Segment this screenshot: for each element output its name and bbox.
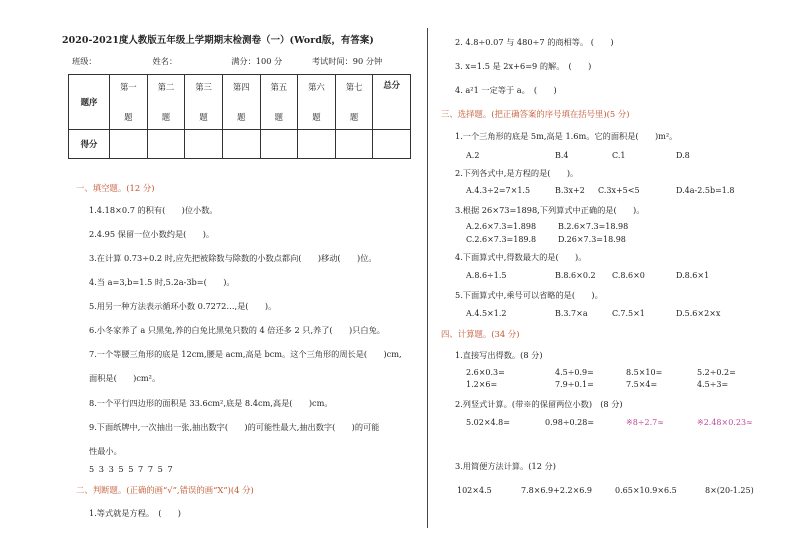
score-table-score-row [69, 130, 411, 159]
page-title: 2020-2021度人教版五年级上学期期末检测卷（一）(Word版，有答案) [62, 35, 374, 46]
fill-question-1: 1.4.18×0.7 的积有( )位小数。 [89, 205, 218, 215]
mental-calc-item: 7.9÷0.1= [555, 380, 594, 389]
total-header-cell: 总分 [373, 75, 411, 130]
choice-3-option-d: D.26×7.3=18.98 [558, 235, 626, 244]
simplify-calc-item: 102×4.5 [457, 486, 492, 495]
mental-calc-item: 2.6×0.3= [466, 368, 505, 377]
judge-question-4: 4. a²1 一定等于 a。 ( ) [455, 85, 557, 95]
section-fill-blank-title: 一、填空题。(12 分) [76, 183, 155, 193]
mental-calc-item: 4.5÷3= [697, 380, 729, 389]
score-table [68, 74, 411, 159]
col-5-header: 第五 题 [260, 75, 298, 130]
calc-question-1: 1.直接写出得数。(8 分) [455, 350, 543, 360]
choice-question-5: 5.下面算式中,乘号可以省略的是( )。 [455, 290, 603, 300]
choice-3-option-c: C.2.6×7.3=189.8 [466, 235, 537, 244]
col-4-header: 第四 题 [222, 75, 260, 130]
mental-calc-item: 8.5×10= [626, 368, 663, 377]
section-choice-title: 三、选择题。(把正确答案的序号填在括号里)(5 分) [441, 109, 630, 119]
score-cell[interactable] [147, 130, 185, 159]
fill-question-6: 6.小冬家养了 a 只黑兔,养的白兔比黑兔只数的 4 倍还多 2 只,养了( )只白兔。 [89, 325, 385, 335]
choice-4-option-b: B.8.6×0.2 [555, 271, 596, 280]
choice-4-option-c: C.8.6×0 [612, 271, 645, 280]
name-label: 姓名： [152, 56, 178, 66]
choice-2-option-b: B.3x+2 [555, 186, 585, 195]
choice-question-2: 2.下列各式中,是方程的是( )。 [455, 168, 579, 178]
score-cell[interactable] [260, 130, 298, 159]
fill-question-3: 3.在计算 0.73÷0.2 时,应先把被除数与除数的小数点都向( )移动( )位。 [89, 253, 377, 263]
choice-4-option-a: A.8.6÷1.5 [466, 271, 507, 280]
vertical-calc-item: ※2.48×0.23≈ [697, 418, 753, 427]
choice-4-option-d: D.8.6×1 [676, 271, 710, 280]
score-table-header-row [69, 75, 411, 130]
simplify-calc-item: 7.8×6.9+2.2×6.9 [521, 486, 592, 495]
judge-question-2: 2. 4.8÷0.07 与 480÷7 的商相等。 ( ) [455, 37, 614, 47]
student-info-row [72, 56, 382, 67]
choice-3-option-a: A.2.6×7.3=1.898 [466, 222, 537, 231]
score-cell[interactable] [373, 130, 411, 159]
judge-question-3: 3. x=1.5 是 2x+6=9 的解。 ( ) [455, 61, 592, 71]
calc-question-3: 3.用简便方法计算。(12 分) [455, 461, 556, 471]
fill-question-7-line1: 7.一个等腰三角形的底是 12cm,腰是 acm,高是 bcm。这个三角形的周长是( )cm, [89, 349, 402, 359]
col-1-header: 第一 题 [110, 75, 148, 130]
col-6-header: 第六 题 [298, 75, 336, 130]
score-cell[interactable] [335, 130, 373, 159]
choice-2-option-a: A.4.3÷2=7×1.5 [466, 186, 531, 195]
vertical-calc-item: ※8÷2.7≈ [626, 418, 664, 427]
simplify-calc-item: 8×(20-1.25) [705, 486, 754, 495]
fill-question-5: 5.用另一种方法表示循环小数 0.7272…,是( )。 [89, 301, 277, 311]
choice-question-4: 4.下面算式中,得数最大的是( )。 [455, 252, 587, 262]
mental-calc-item: 1.2×6= [466, 380, 498, 389]
section-judge-title: 二、判断题。(正确的画“√”,错误的画“X”)(4 分) [76, 485, 254, 495]
vertical-calc-item: 0.98÷0.28= [545, 418, 595, 427]
score-cell[interactable] [110, 130, 148, 159]
fill-question-7-line2: 面积是( )cm²。 [89, 373, 161, 383]
mental-calc-item: 7.5×4= [626, 380, 658, 389]
choice-5-option-a: A.4.5×1.2 [466, 309, 507, 318]
score-cell[interactable] [185, 130, 223, 159]
score-cell[interactable] [222, 130, 260, 159]
score-cell[interactable] [298, 130, 336, 159]
choice-1-option-b: B.4 [555, 151, 569, 160]
score-label-cell: 得分 [69, 130, 110, 159]
choice-question-1: 1.一个三角形的底是 5m,高是 1.6m。它的面积是( )m²。 [455, 131, 678, 141]
judge-question-1: 1.等式就是方程。 ( ) [89, 508, 181, 518]
fill-question-9-line1: 9.下面纸牌中,一次抽出一张,抽出数字( )的可能性最大,抽出数字( )的可能 [89, 422, 380, 432]
column-divider [427, 28, 428, 528]
choice-question-3: 3.根据 26×73=1898,下列算式中正确的是( )。 [455, 205, 645, 215]
fill-question-4: 4.当 a=3,b=1.5 时,5.2a-3b=( )。 [89, 277, 235, 287]
choice-1-option-d: D.8 [676, 151, 690, 160]
fill-question-8: 8.一个平行四边形的面积是 33.6cm²,底是 8.4cm,高是( )cm。 [89, 398, 333, 408]
col-7-header: 第七 题 [335, 75, 373, 130]
card-numbers: 5 3 3 5 5 7 7 5 7 [89, 464, 174, 474]
simplify-calc-item: 0.65×10.9×6.5 [615, 486, 677, 495]
fill-question-9-line2: 性最小。 [89, 446, 122, 456]
section-calc-title: 四、计算题。(34 分) [441, 329, 520, 339]
full-score-label: 满分：100 分 [231, 56, 283, 66]
header-label-cell: 题序 [69, 75, 110, 130]
col-2-header: 第二 题 [147, 75, 185, 130]
choice-2-option-d: D.4a-2.5b=1.8 [676, 186, 735, 195]
col-3-header: 第三 题 [185, 75, 223, 130]
fill-question-2: 2.4.95 保留一位小数约是( )。 [89, 229, 215, 239]
choice-1-option-a: A.2 [466, 151, 480, 160]
choice-5-option-b: B.3.7×a [555, 309, 588, 318]
choice-3-option-b: B.2.6×7.3=18.98 [558, 222, 629, 231]
exam-time-label: 考试时间：90 分钟 [311, 56, 383, 66]
choice-1-option-c: C.1 [612, 151, 626, 160]
choice-2-option-c: C.3x+5<5 [598, 186, 640, 195]
choice-5-option-d: D.5.6×2×x [676, 309, 721, 318]
calc-question-2: 2.列竖式计算。(带※的保留两位小数) (8 分) [455, 399, 623, 409]
mental-calc-item: 4.5÷0.9= [555, 368, 594, 377]
class-label: 班级： [72, 56, 97, 66]
choice-5-option-c: C.7.5×1 [612, 309, 645, 318]
vertical-calc-item: 5.02×4.8= [466, 418, 510, 427]
mental-calc-item: 5.2÷0.2= [697, 368, 736, 377]
